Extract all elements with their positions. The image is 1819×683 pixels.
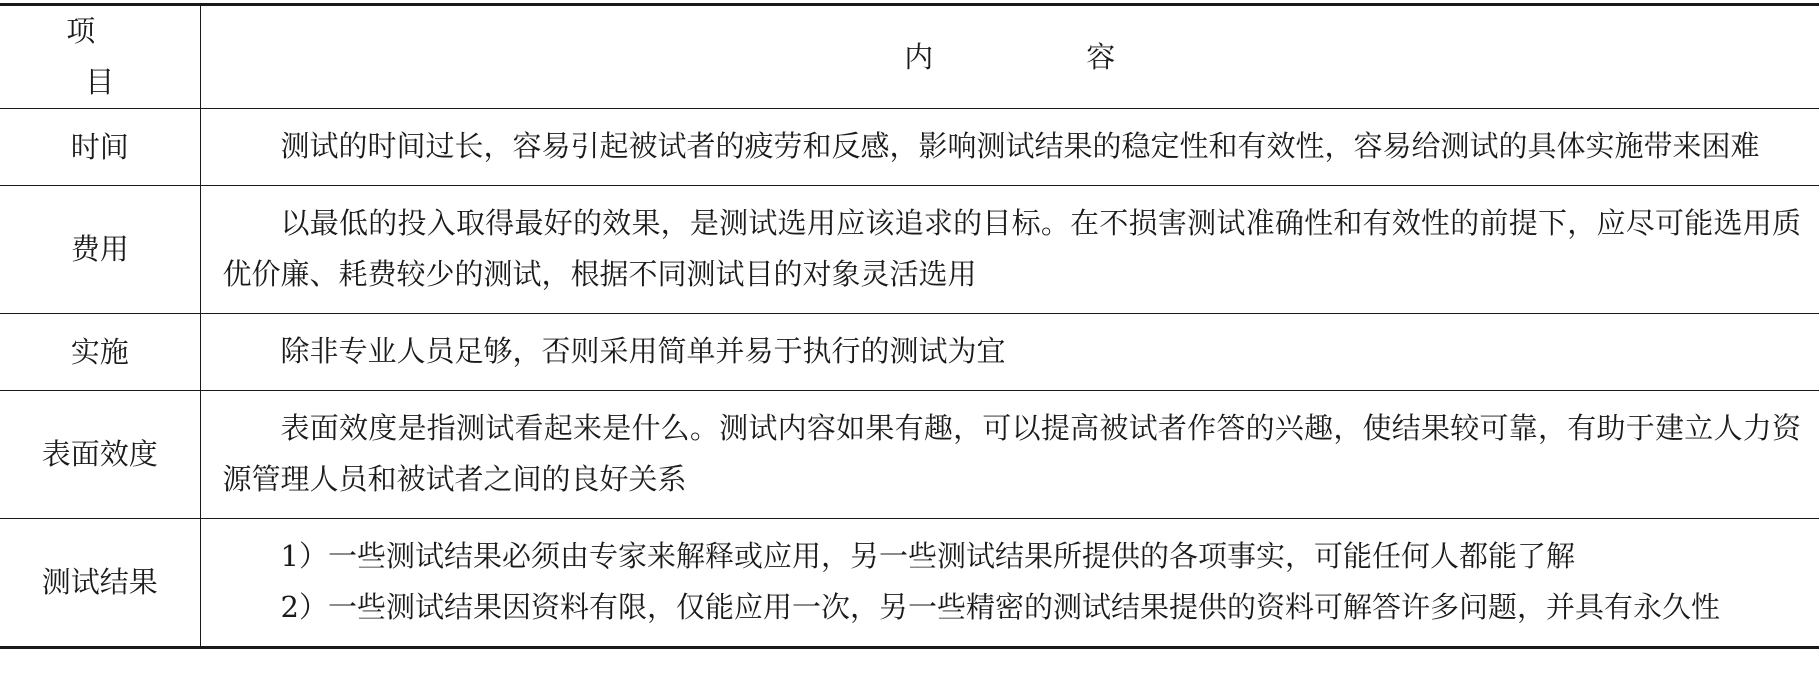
- row-content: [200, 109, 1819, 186]
- header-item: [0, 5, 200, 109]
- row-label: 实施: [0, 314, 200, 391]
- header-row: [0, 5, 1819, 109]
- row-paragraph: 表面效度是指测试看起来是什么。测试内容如果有趣，可以提高被试者作答的兴趣，使结果较可靠，有助于建立人力资源管理人员和被试者之间的良好关系: [222, 411, 1801, 496]
- row-label: 表面效度: [0, 391, 200, 519]
- row-label: 测试结果: [0, 519, 200, 648]
- row-label: 时间: [0, 109, 200, 186]
- row-paragraph: 以最低的投入取得最好的效果，是测试选用应该追求的目标。在不损害测试准确性和有效性的前提下，应尽可能选用质优价廉、耗费较少的测试，根据不同测试目的对象灵活选用: [222, 206, 1801, 291]
- row-paragraph: 除非专业人员足够，否则采用简单并易于执行的测试为宜: [280, 334, 1006, 368]
- row-label: 费用: [0, 186, 200, 314]
- row-paragraph: 1）一些测试结果必须由专家来解释或应用，另一些测试结果所提供的各项事实，可能任何人都能了解: [280, 539, 1575, 573]
- row-paragraph: 2）一些测试结果因资料有限，仅能应用一次，另一些精密的测试结果提供的资料可解答许多问题，并具有永久性: [280, 590, 1720, 624]
- row-content: [200, 186, 1819, 314]
- header-content-text: 内 容: [904, 39, 1178, 74]
- row-content: [200, 519, 1819, 648]
- table-row: [0, 186, 1819, 314]
- row-paragraph: 测试的时间过长，容易引起被试者的疲劳和反感，影响测试结果的稳定性和有效性，容易给测试的具体实施带来困难: [280, 129, 1760, 163]
- row-content: [200, 391, 1819, 519]
- table-body: [0, 109, 1819, 648]
- table-row: [0, 391, 1819, 519]
- row-content: [200, 314, 1819, 391]
- criteria-table: [0, 3, 1819, 649]
- header-content: [200, 5, 1819, 109]
- table-header: [0, 5, 1819, 109]
- table-row: [0, 109, 1819, 186]
- table-row: [0, 314, 1819, 391]
- header-item-text: 项 目: [66, 14, 201, 99]
- table-row: [0, 519, 1819, 648]
